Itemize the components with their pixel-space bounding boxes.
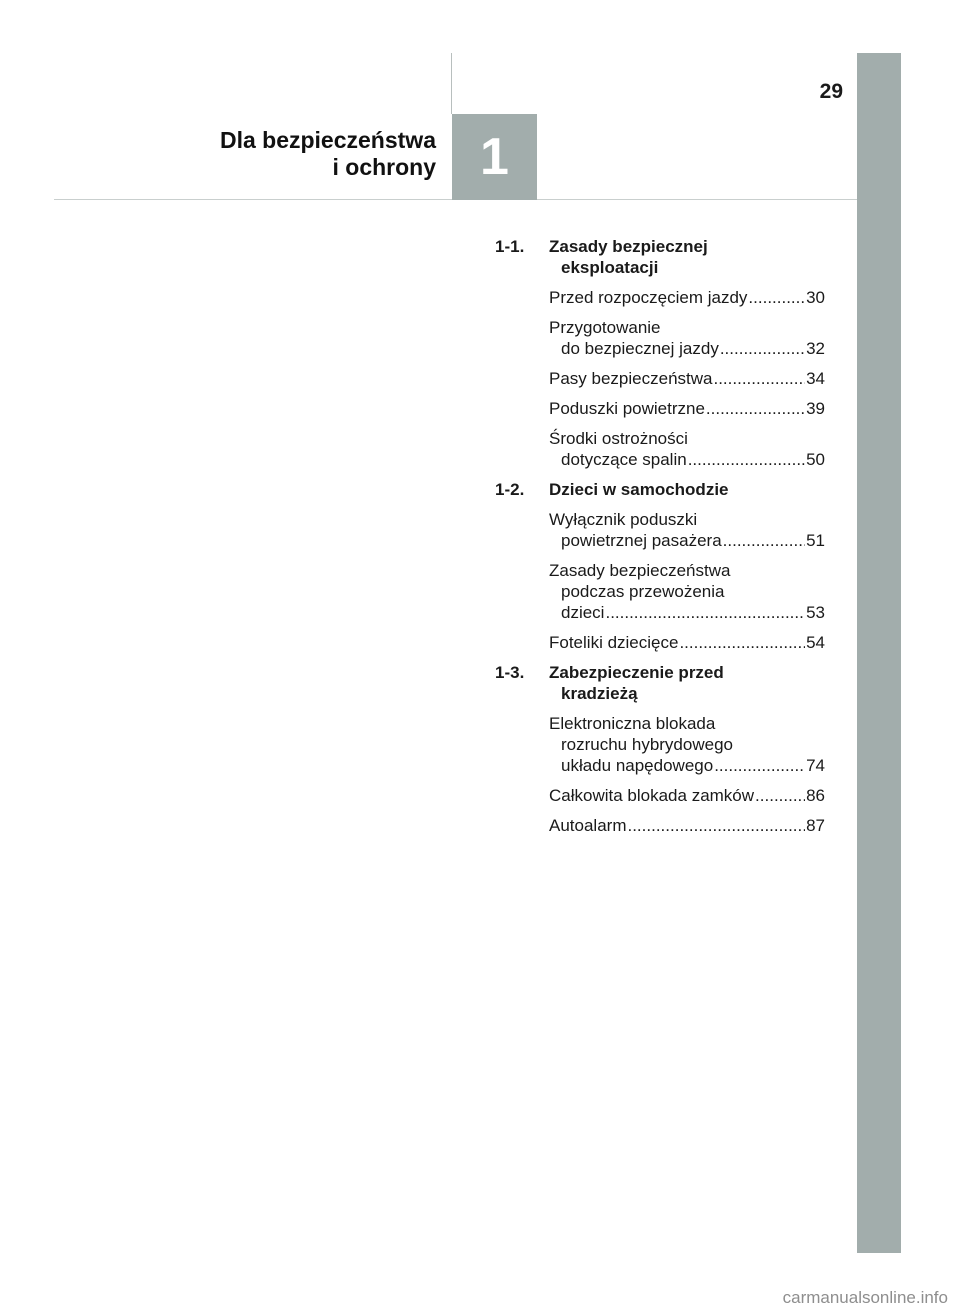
toc-entry[interactable] bbox=[549, 632, 825, 653]
dot-leader bbox=[720, 338, 805, 359]
entry-page: 39 bbox=[806, 399, 825, 418]
entry-page: 74 bbox=[806, 756, 825, 775]
entry-page: 51 bbox=[806, 531, 825, 550]
entry-title-line1: Elektroniczna blokada bbox=[549, 714, 716, 733]
dot-leader bbox=[605, 602, 805, 623]
section-number: 1-2. bbox=[495, 480, 525, 499]
toc-entry[interactable] bbox=[549, 317, 825, 359]
chapter-title-line1: Dla bezpieczeństwa bbox=[219, 127, 436, 153]
section-title-line1: Dzieci w samochodzie bbox=[549, 480, 729, 499]
section-title-line2: kradzieżą bbox=[561, 684, 638, 703]
toc-entry[interactable] bbox=[549, 509, 825, 551]
entry-title-line3: układu napędowego bbox=[561, 756, 714, 775]
dot-leader bbox=[713, 368, 805, 389]
entry-title-line2: podczas przewożenia bbox=[561, 582, 725, 601]
header-vertical-rule bbox=[451, 53, 452, 114]
dot-leader bbox=[723, 530, 805, 551]
entry-page: 53 bbox=[806, 603, 825, 622]
toc-entry[interactable] bbox=[549, 287, 825, 308]
entry-title-line3: dzieci bbox=[561, 603, 605, 622]
entry-title: Całkowita blokada zamków bbox=[549, 786, 755, 805]
entry-title: Foteliki dziecięce bbox=[549, 633, 679, 652]
section-number: 1-1. bbox=[495, 237, 525, 256]
section-title-line1: Zabezpieczenie przed bbox=[549, 663, 724, 682]
entry-title: Przed rozpoczęciem jazdy bbox=[549, 288, 748, 307]
entry-title: Poduszki powietrzne bbox=[549, 399, 705, 418]
entry-page: 32 bbox=[806, 339, 825, 358]
dot-leader bbox=[748, 287, 805, 308]
watermark: carmanualsonline.info bbox=[782, 1288, 948, 1307]
section-number: 1-3. bbox=[495, 663, 525, 682]
entry-title-line2: rozruchu hybrydowego bbox=[561, 735, 733, 754]
entry-page: 86 bbox=[806, 786, 825, 805]
chapter-number-box bbox=[452, 114, 537, 200]
section-title bbox=[549, 479, 825, 500]
dot-leader bbox=[679, 632, 805, 653]
section-title-line1: Zasady bezpiecznej bbox=[549, 237, 708, 256]
entry-page: 87 bbox=[806, 816, 825, 835]
toc-section-1-2[interactable] bbox=[495, 479, 825, 500]
entry-title-line1: Wyłącznik poduszki bbox=[549, 510, 698, 529]
entry-title-line2: powietrznej pasażera bbox=[561, 531, 722, 550]
toc-section-1-3[interactable] bbox=[495, 662, 825, 704]
entry-title-line2: dotyczące spalin bbox=[561, 450, 687, 469]
entry-title-line1: Środki ostrożności bbox=[549, 429, 688, 448]
entry-title-line1: Zasady bezpieczeństwa bbox=[549, 561, 731, 580]
toc-entry[interactable] bbox=[549, 785, 825, 806]
entry-title-line1: Przygotowanie bbox=[549, 318, 661, 337]
dot-leader bbox=[688, 449, 805, 470]
chapter-title bbox=[220, 127, 436, 181]
toc-entry[interactable] bbox=[549, 713, 825, 776]
toc-section-1-1[interactable] bbox=[495, 236, 825, 278]
entry-title: Pasy bezpieczeństwa bbox=[549, 369, 713, 388]
entry-page: 54 bbox=[806, 633, 825, 652]
side-chapter-tab bbox=[857, 53, 901, 1253]
toc-entry[interactable] bbox=[549, 368, 825, 389]
toc-entry[interactable] bbox=[549, 560, 825, 623]
section-title bbox=[549, 236, 825, 278]
dot-leader bbox=[706, 398, 805, 419]
entry-title: Autoalarm bbox=[549, 816, 627, 835]
section-title-line2: eksploatacji bbox=[561, 258, 659, 277]
toc-entry[interactable] bbox=[549, 815, 825, 836]
dot-leader bbox=[714, 755, 805, 776]
section-title bbox=[549, 662, 825, 704]
toc-entry[interactable] bbox=[549, 428, 825, 470]
entry-page: 50 bbox=[806, 450, 825, 469]
chapter-title-line2: i ochrony bbox=[332, 154, 436, 180]
chapter-number: 1 bbox=[480, 128, 509, 186]
entry-title-line2: do bezpiecznej jazdy bbox=[561, 339, 719, 358]
toc-entry[interactable] bbox=[549, 398, 825, 419]
page-number: 29 bbox=[819, 80, 843, 103]
entry-page: 30 bbox=[806, 288, 825, 307]
entry-page: 34 bbox=[806, 369, 825, 388]
table-of-contents bbox=[495, 236, 825, 845]
dot-leader bbox=[627, 815, 805, 836]
dot-leader bbox=[755, 785, 805, 806]
